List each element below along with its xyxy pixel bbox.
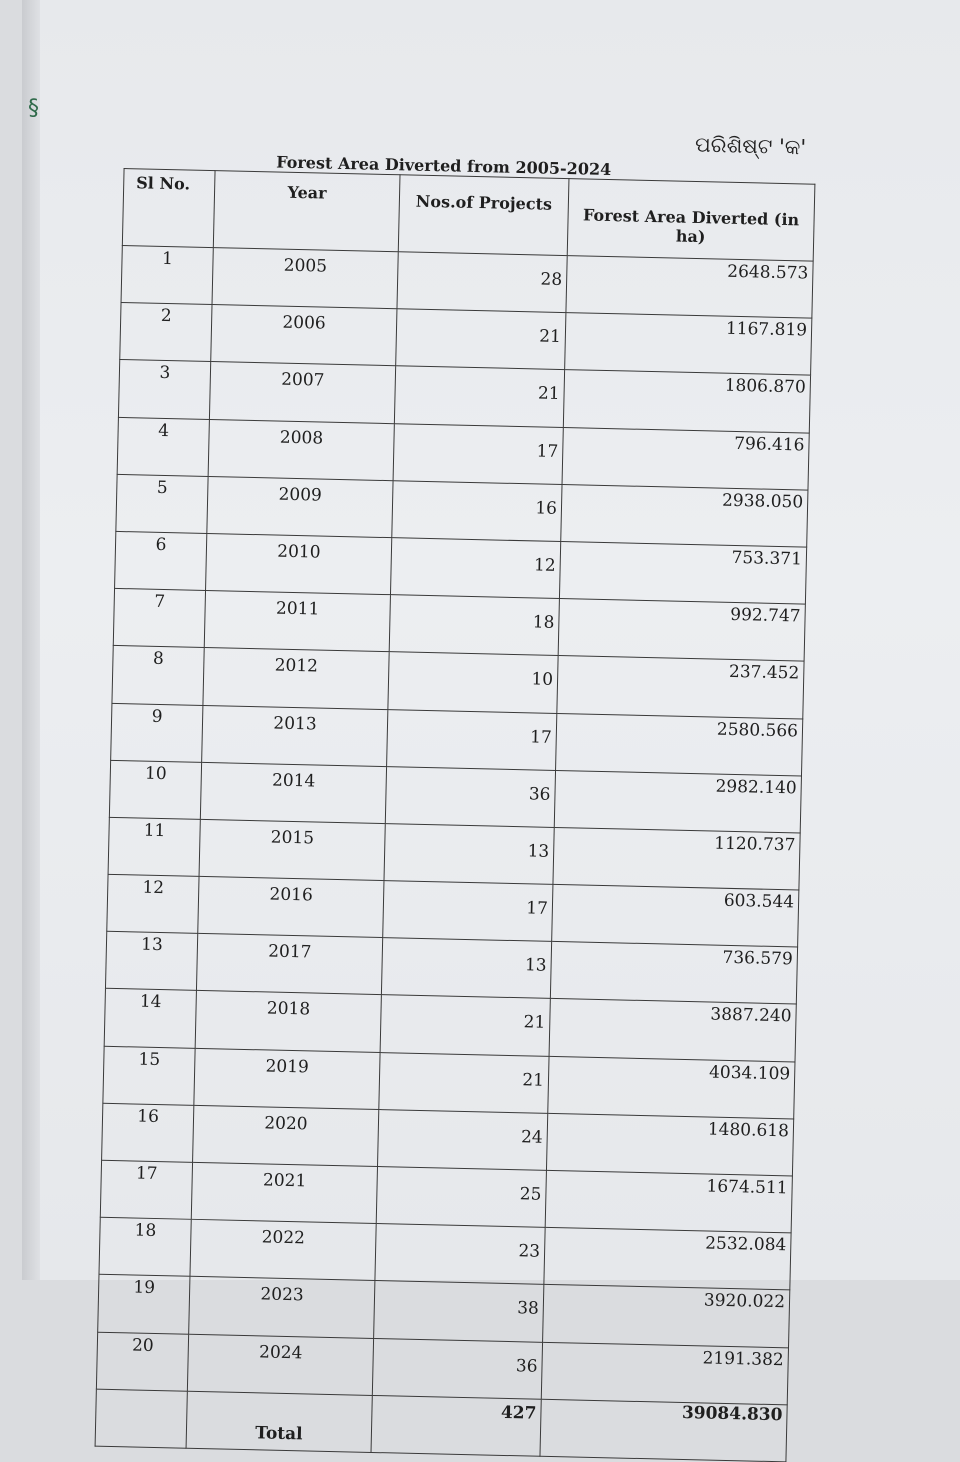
cell-sl-no: 20 <box>96 1332 188 1391</box>
cell-projects: 13 <box>384 823 554 884</box>
cell-area: 736.579 <box>550 942 797 1005</box>
annex-label: ପରିଶିଷ୍ଟ 'କ' <box>694 132 807 160</box>
cell-year: 2008 <box>208 419 394 480</box>
cell-sl-no: 1 <box>121 245 213 304</box>
cell-projects: 24 <box>378 1109 548 1170</box>
cell-area: 992.747 <box>558 599 805 662</box>
cell-projects: 21 <box>394 366 564 427</box>
cell-year: 2018 <box>195 991 381 1052</box>
table-title: Forest Area Diverted from 2005-2024 <box>276 152 612 180</box>
cell-projects: 38 <box>374 1281 544 1342</box>
cell-year: 2019 <box>194 1048 380 1109</box>
cell-area: 2580.566 <box>556 713 803 776</box>
cell-area: 2532.084 <box>544 1228 791 1291</box>
cell-area: 3920.022 <box>543 1285 790 1348</box>
cell-sl-no: 17 <box>100 1160 192 1219</box>
cell-projects: 28 <box>397 252 567 313</box>
cell-year: 2021 <box>191 1162 377 1223</box>
cell-year: 2022 <box>190 1219 376 1280</box>
cell-area: 603.544 <box>552 884 799 947</box>
cell-sl-no: 8 <box>112 646 204 705</box>
cell-year: 2013 <box>202 705 388 766</box>
binder-clip-icon: § <box>28 96 39 121</box>
cell-projects: 16 <box>392 480 562 541</box>
header-year: Year <box>213 171 400 252</box>
cell-area: 753.371 <box>559 541 806 604</box>
cell-year: 2024 <box>187 1334 373 1395</box>
cell-year: 2014 <box>200 762 386 823</box>
header-sl-no: Sl No. <box>122 169 215 248</box>
total-area: 39084.830 <box>540 1399 787 1462</box>
cell-sl-no: 18 <box>99 1217 191 1276</box>
cell-area: 2982.140 <box>554 770 801 833</box>
cell-sl-no: 14 <box>104 989 196 1048</box>
cell-total-empty <box>95 1389 187 1448</box>
cell-year: 2005 <box>212 248 398 309</box>
cell-year: 2006 <box>211 305 397 366</box>
cell-year: 2016 <box>198 876 384 937</box>
cell-area: 1674.511 <box>545 1170 792 1233</box>
cell-area: 796.416 <box>562 427 809 490</box>
cell-sl-no: 13 <box>105 932 197 991</box>
cell-sl-no: 4 <box>117 417 209 476</box>
cell-sl-no: 5 <box>116 474 208 533</box>
cell-projects: 36 <box>385 766 555 827</box>
cell-projects: 13 <box>381 938 551 999</box>
cell-year: 2012 <box>203 648 389 709</box>
cell-year: 2009 <box>207 476 393 537</box>
cell-projects: 18 <box>389 595 559 656</box>
table-container <box>95 150 824 1462</box>
cell-area: 2191.382 <box>541 1342 788 1405</box>
cell-projects: 10 <box>388 652 558 713</box>
cell-year: 2011 <box>204 591 390 652</box>
cell-year: 2010 <box>206 533 392 594</box>
cell-sl-no: 19 <box>98 1275 190 1334</box>
cell-projects: 12 <box>390 538 560 599</box>
cell-year: 2017 <box>196 934 382 995</box>
cell-projects: 17 <box>393 423 563 484</box>
cell-sl-no: 7 <box>113 589 205 648</box>
cell-area: 4034.109 <box>548 1056 795 1119</box>
header-area: Forest Area Diverted (in ha) <box>567 179 815 262</box>
cell-year: 2015 <box>199 819 385 880</box>
cell-sl-no: 12 <box>107 874 199 933</box>
cell-projects: 36 <box>372 1338 542 1399</box>
cell-projects: 21 <box>396 309 566 370</box>
cell-projects: 21 <box>379 1052 549 1113</box>
table-body <box>95 245 813 1461</box>
total-projects: 427 <box>371 1395 541 1456</box>
cell-projects: 17 <box>387 709 557 770</box>
total-label: Total <box>186 1391 372 1452</box>
cell-year: 2007 <box>209 362 395 423</box>
cell-sl-no: 16 <box>102 1103 194 1162</box>
cell-area: 1480.618 <box>546 1113 793 1176</box>
cell-area: 3887.240 <box>549 999 796 1062</box>
cell-projects: 23 <box>375 1224 545 1285</box>
cell-area: 1120.737 <box>553 827 800 890</box>
cell-projects: 25 <box>376 1167 546 1228</box>
cell-area: 1167.819 <box>565 313 812 376</box>
cell-area: 2938.050 <box>561 484 808 547</box>
cell-projects: 21 <box>380 995 550 1056</box>
cell-area: 2648.573 <box>566 256 813 319</box>
cell-area: 1806.870 <box>563 370 810 433</box>
cell-projects: 17 <box>383 881 553 942</box>
forest-diversion-table <box>95 168 816 1462</box>
cell-year: 2020 <box>193 1105 379 1166</box>
cell-area: 237.452 <box>557 656 804 719</box>
cell-year: 2023 <box>189 1277 375 1338</box>
header-projects: Nos.of Projects <box>398 175 569 256</box>
cell-sl-no: 2 <box>120 303 212 362</box>
cell-sl-no: 3 <box>118 360 210 419</box>
cell-sl-no: 6 <box>115 531 207 590</box>
cell-sl-no: 10 <box>109 760 201 819</box>
cell-sl-no: 15 <box>103 1046 195 1105</box>
cell-sl-no: 11 <box>108 817 200 876</box>
cell-sl-no: 9 <box>111 703 203 762</box>
